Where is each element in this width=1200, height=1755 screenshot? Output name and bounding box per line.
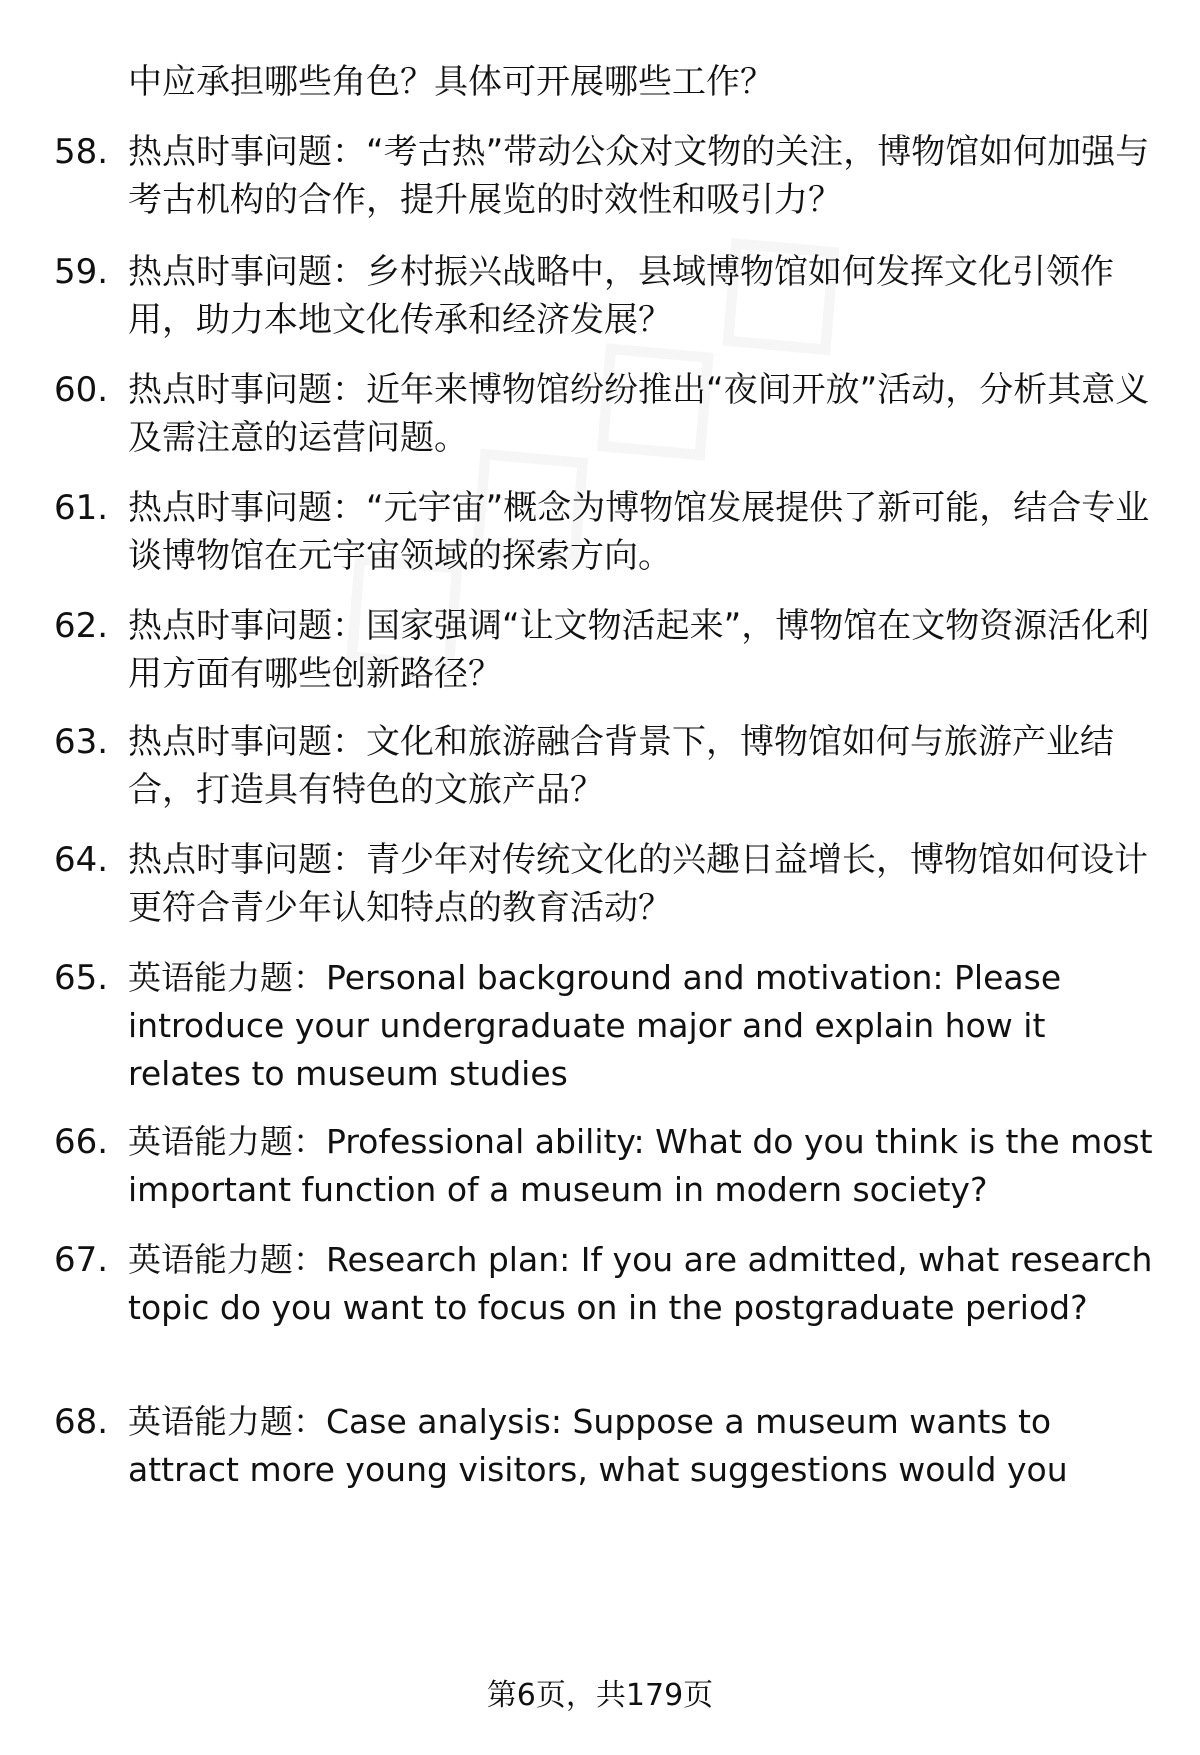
page-footer: 第6页，共179页: [486, 1678, 714, 1713]
question-text: 热点时事问题：文化和旅游融合背景下，博物馆如何与旅游产业结合，打造具有特色的文旅产品？: [128, 722, 1114, 810]
question-number: 62.: [54, 606, 109, 646]
question-number: 60.: [54, 370, 109, 410]
question-text: 英语能力题：Case analysis: Suppose a museum wants to attract more young visitors, what suggestions would you: [128, 1402, 1068, 1489]
question-text: 英语能力题：Professional ability: What do you think is the most important function of a museum in modern society?: [128, 1122, 1153, 1209]
question-text: 热点时事问题：乡村振兴战略中，县域博物馆如何发挥文化引领作用，助力本地文化传承和经济发展？: [128, 252, 1114, 340]
question-number: 65.: [54, 958, 109, 998]
question-number: 58.: [54, 132, 109, 172]
question-number: 59.: [54, 252, 109, 292]
question-number: 67.: [54, 1240, 109, 1280]
question-number: 61.: [54, 488, 109, 528]
question-text: 英语能力题：Personal background and motivation: Please introduce your undergraduate major and explain how it relates to museum studies: [128, 958, 1062, 1093]
question-number: 66.: [54, 1122, 109, 1162]
question-text: 热点时事问题：近年来博物馆纷纷推出“夜间开放”活动，分析其意义及需注意的运营问题。: [128, 370, 1150, 458]
question-text: 热点时事问题：青少年对传统文化的兴趣日益增长，博物馆如何设计更符合青少年认知特点的教育活动？: [128, 840, 1148, 928]
question-text: 热点时事问题：国家强调“让文物活起来”，博物馆在文物资源活化利用方面有哪些创新路径？: [128, 606, 1150, 694]
continuation-text: 中应承担哪些角色？具体可开展哪些工作？: [128, 62, 774, 102]
question-text: 英语能力题：Research plan: If you are admitted, what research topic do you want to focus on in the postgraduate period?: [128, 1240, 1153, 1327]
question-number: 68.: [54, 1402, 109, 1442]
question-text: 热点时事问题：“元宇宙”概念为博物馆发展提供了新可能，结合专业谈博物馆在元宇宙领域的探索方向。: [128, 488, 1150, 576]
question-text: 热点时事问题：“考古热”带动公众对文物的关注，博物馆如何加强与考古机构的合作，提升展览的时效性和吸引力？: [128, 132, 1150, 220]
question-number: 63.: [54, 722, 109, 762]
question-number: 64.: [54, 840, 109, 880]
